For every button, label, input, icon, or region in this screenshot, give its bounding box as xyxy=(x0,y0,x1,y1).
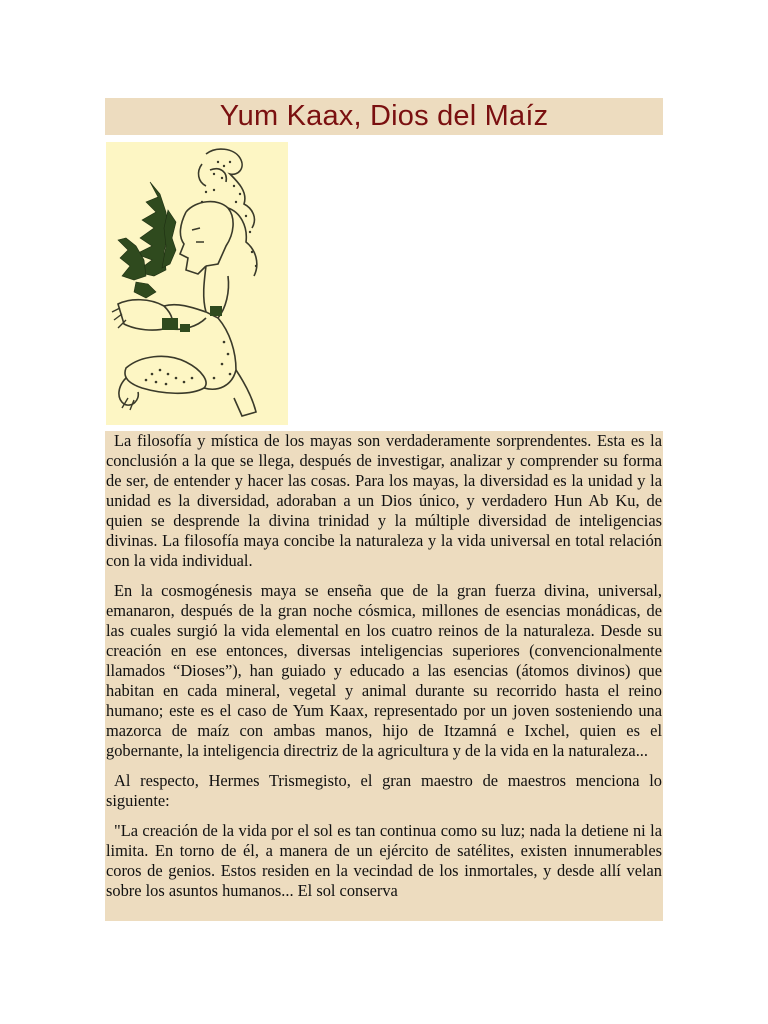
paragraph-2: En la cosmogénesis maya se enseña que de la gran fuerza divina, universal, emanaron, después de la gran noche cósmica, millones de esencias monádicas, de las cuales surgió la vida elemental en los cuatro reinos de la naturaleza. Desde su creación en ese entonces, diversas inteligencias superiores (convencionalmente llamados “Dioses”), han guiado y educado a las esencias (átomos divinos) que habitan en cada mineral, vegetal y animal durante su recorrido hasta el reino humano; este es el caso de Yum Kaax, representado por un joven sosteniendo una mazorca de maíz con ambas manos, hijo de Itzamná e Ixchel, quien es el gobernante, la inteligencia directriz de la agricultura y de la vida en la naturaleza... xyxy=(106,581,662,760)
text-panel-intro xyxy=(105,431,663,571)
paragraph-1: La filosofía y mística de los mayas son verdaderamente sorprendentes. Esta es la conclusión a la que se llega, después de investigar, analizar y comprender su forma de ser, de entender y hacer las cosas. Para los mayas, la diversidad es la unidad y la unidad es la diversidad, adoraban a un Dios único, y verdadero Hun Ab Ku, de quien se desprende la divina trinidad y la múltiple diversidad de inteligencias divinas. La filosofía maya concibe la naturaleza y la vida universal en total relación con la vida individual. xyxy=(106,431,662,570)
paragraph-3: Al respecto, Hermes Trismegisto, el gran maestro de maestros menciona lo siguiente: xyxy=(106,771,662,810)
paragraph-4: "La creación de la vida por el sol es tan continua como su luz; nada la detiene ni la limita. En torno de él, a manera de un ejército de satélites, existen innumerables coros de genios. Estos residen en la vecindad de los inmortales, y desde allí velan sobre los asuntos humanos... El sol conserva xyxy=(106,821,662,900)
text-panel-body xyxy=(105,571,663,921)
maize-god-illustration-icon xyxy=(106,142,288,425)
page-title: Yum Kaax, Dios del Maíz xyxy=(219,100,549,132)
figure-panel xyxy=(106,142,288,425)
title-banner xyxy=(105,98,663,135)
